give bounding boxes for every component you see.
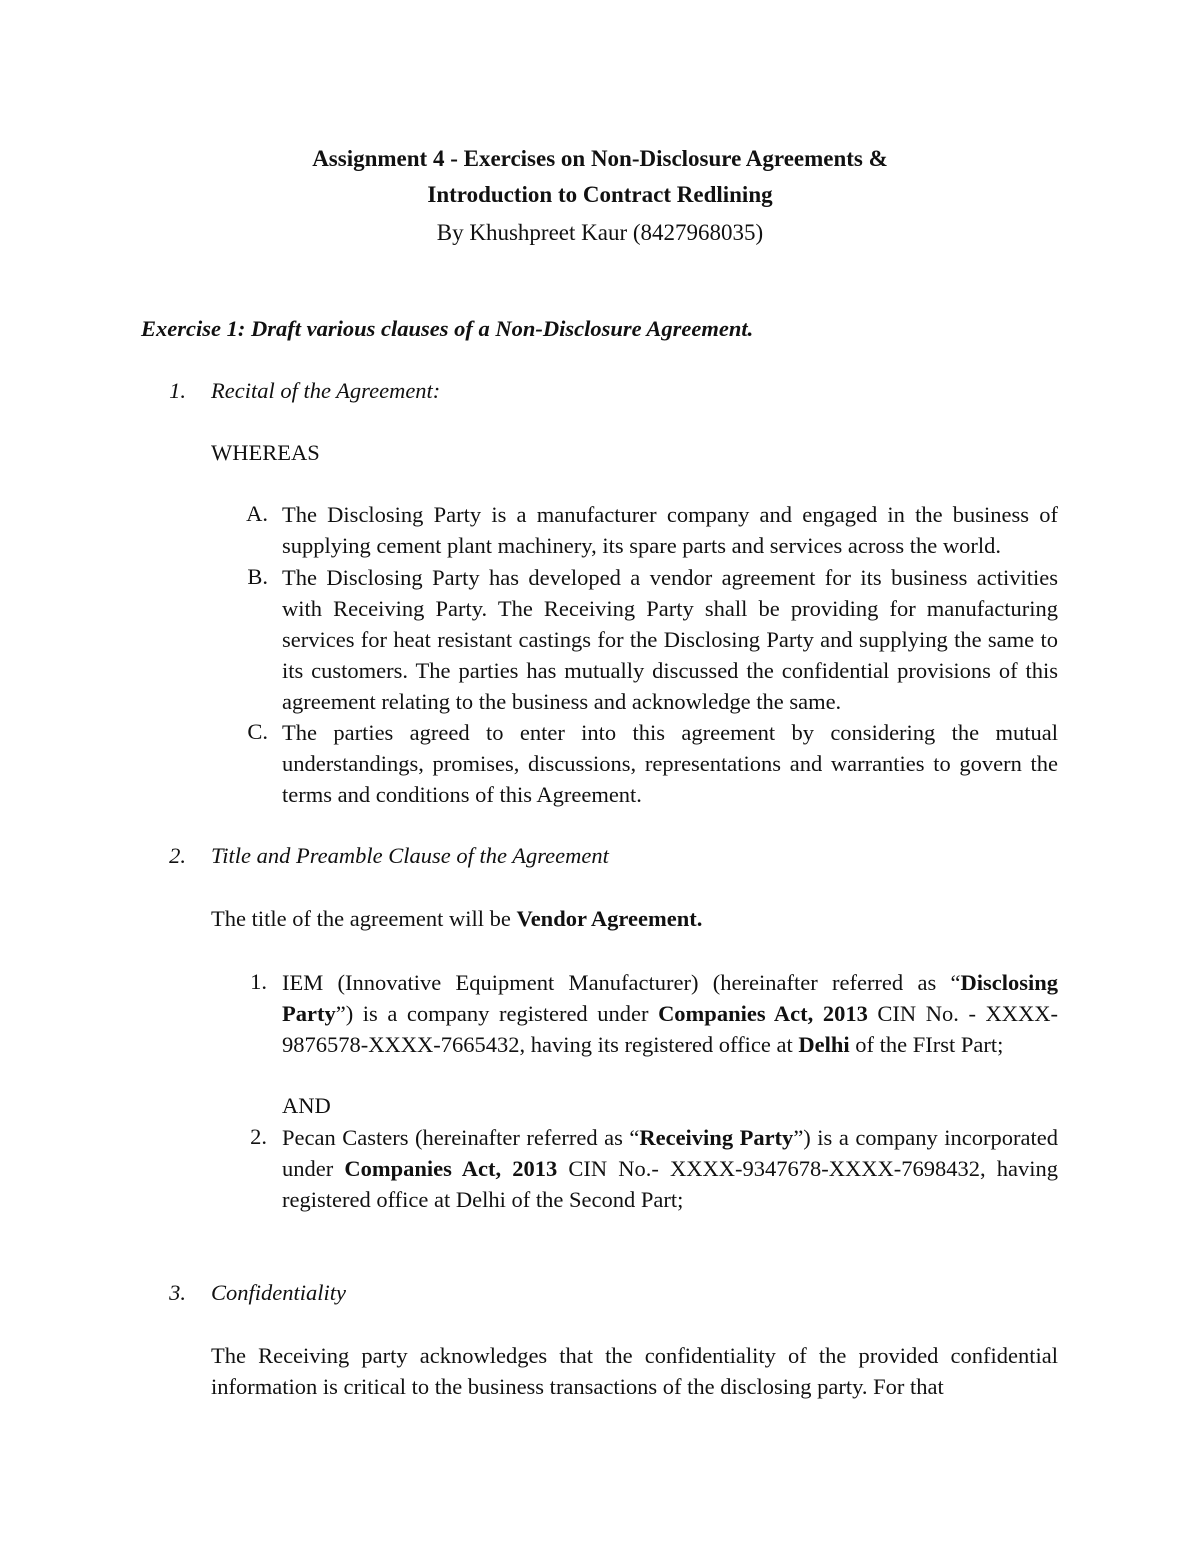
party-1-text (282, 967, 1058, 1060)
recital-b-text: The Disclosing Party has developed a vendor agreement for its business activities with Receiving Party. The Receiving Party shall be providing for manufacturing services for heat resistant castings for the Disclosing Party and supplying the same to its customers. The parties has mutually discussed the confidential provisions of this agreement relating to the business and acknowledge the same. (282, 565, 1058, 714)
document-title-line-1: Assignment 4 - Exercises on Non-Disclosure Agreements & (312, 146, 888, 171)
disclosing-party-term: Disclosing Party (282, 970, 1058, 1026)
party-2-marker: 2. (250, 1124, 267, 1149)
recital-b-marker: B. (247, 564, 268, 589)
exercise-heading: Exercise 1: Draft various clauses of a Non-Disclosure Agreement. (141, 316, 754, 341)
document-byline: By Khushpreet Kaur (8427968035) (436, 220, 764, 245)
party-1-text-part: IEM (Innovative Equipment Manufacturer) (hereinafter referred as “ (282, 970, 961, 995)
delhi-term: Delhi (798, 1032, 850, 1057)
recital-c-marker: C. (247, 719, 268, 744)
section-1-number: 1. (169, 378, 186, 403)
receiving-party-term: Receiving Party (639, 1125, 794, 1150)
and-connector: AND (282, 1093, 331, 1118)
party-1-text-part: of the FIrst Part; (849, 1032, 1004, 1057)
whereas-label: WHEREAS (211, 440, 320, 465)
recital-a-text: The Disclosing Party is a manufacturer company and engaged in the business of supplying cement plant machinery, its spare parts and services across the world. (282, 502, 1058, 558)
recital-a-marker: A. (246, 501, 268, 526)
agreement-title-name: Vendor Agreement. (516, 906, 703, 931)
recital-c-text: The parties agreed to enter into this agreement by considering the mutual understandings, promises, discussions, representations and warranties to govern the terms and conditions of this Agreement. (282, 720, 1058, 807)
party-1-marker: 1. (250, 969, 267, 994)
section-1-title: Recital of the Agreement: (211, 378, 441, 403)
party-2-text (282, 1122, 1058, 1215)
section-2-number: 2. (169, 843, 186, 868)
agreement-title-prefix: The title of the agreement will be (211, 906, 517, 931)
agreement-title-sentence (211, 904, 702, 934)
party-1-text-part: CIN No. - XXXX-9876578-XXXX-7665432, having its registered office at (282, 1001, 1058, 1057)
party-2-text-part: CIN No.- XXXX-9347678-XXXX-7698432, having registered office at Delhi of the Second Part; (282, 1156, 1059, 1212)
section-3-number: 3. (169, 1280, 186, 1305)
section-3-title: Confidentiality (211, 1280, 346, 1305)
companies-act-term: Companies Act, 2013 (658, 1001, 868, 1026)
section-2-title: Title and Preamble Clause of the Agreement (211, 843, 609, 868)
document-title-line-2: Introduction to Contract Redlining (427, 182, 773, 207)
companies-act-term: Companies Act, 2013 (344, 1156, 558, 1181)
party-2-text-part: Pecan Casters (hereinafter referred as “ (282, 1125, 640, 1150)
party-2-text-part: ”) is a company incorporated under (282, 1125, 1058, 1181)
confidentiality-paragraph: The Receiving party acknowledges that the confidentiality of the provided confidential information is critical to the business transactions of the disclosing party. For that (211, 1343, 1058, 1399)
party-1-text-part: ”) is a company registered under (335, 1001, 659, 1026)
